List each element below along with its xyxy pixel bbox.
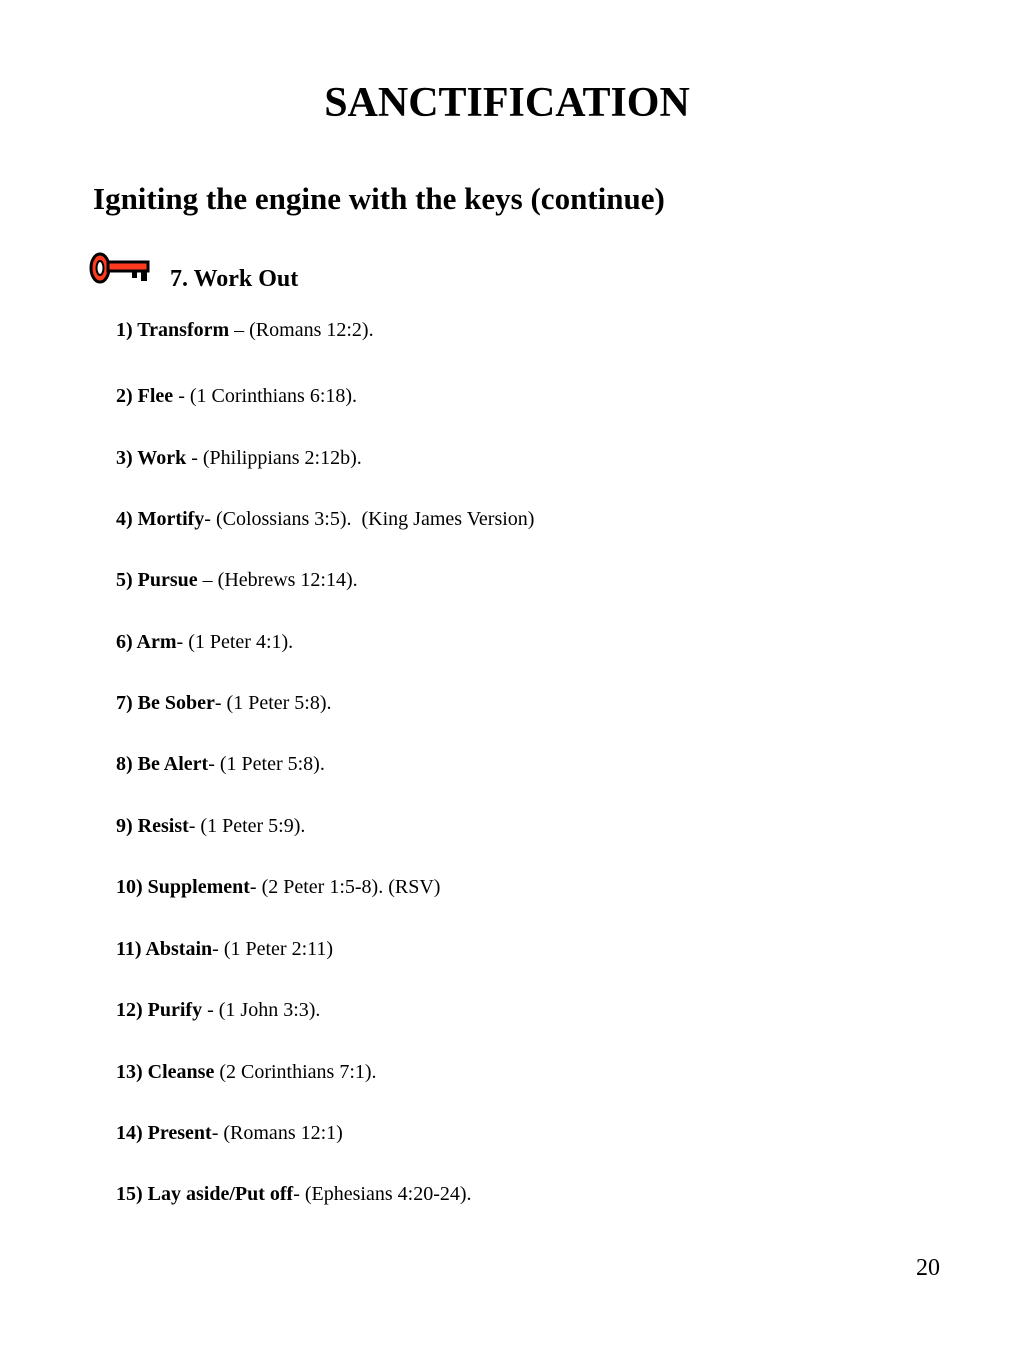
item-reference: - (1 Peter 5:8). [214,692,332,714]
item-label: 6) Arm [116,631,177,653]
item-label: 14) Present [116,1122,212,1144]
item-label: 7) Be Sober [116,692,215,714]
list-item [116,937,333,961]
item-label: 12) Purify [116,999,203,1021]
item-reference: - (Ephesians 4:20-24). [293,1183,472,1205]
item-label: 3) Work [116,447,187,469]
item-reference: - (1 Peter 4:1). [176,631,294,653]
list-item [116,1060,377,1084]
key-icon [88,250,152,286]
section-heading: 7. Work Out [170,266,299,292]
list-item [116,446,362,470]
list-item [116,691,332,715]
list-item [116,568,358,592]
item-reference: - (Romans 12:1) [211,1122,343,1144]
item-reference: - (1 Peter 5:8). [208,753,325,775]
item-reference: – (Romans 12:2). [229,319,374,341]
item-label: 9) Resist [116,815,189,837]
list-item [116,998,320,1022]
item-label: 10) Supplement [116,876,250,898]
item-reference: - (1 Corinthians 6:18). [173,385,358,407]
section-subtitle: Igniting the engine with the keys (continue) [93,181,665,216]
item-reference: - (Colossians 3:5). (King James Version) [204,508,535,530]
item-reference: (2 Corinthians 7:1). [214,1061,377,1083]
list-item [116,875,440,899]
list-item [116,1121,343,1145]
list-item [116,814,305,838]
item-label: 4) Mortify [116,508,205,530]
item-reference: - (2 Peter 1:5-8). (RSV) [249,876,441,898]
page-title: SANCTIFICATION [324,80,690,126]
item-label: 13) Cleanse [116,1061,215,1083]
item-label: 11) Abstain [116,938,213,960]
item-reference: – (Hebrews 12:14). [197,569,358,591]
item-label: 1) Transform [116,319,230,341]
item-label: 2) Flee [116,385,174,407]
list-item [116,630,293,654]
item-reference: - (1 John 3:3). [202,999,321,1021]
item-reference: - (1 Peter 2:11) [212,938,334,960]
list-item [116,752,325,776]
item-label: 15) Lay aside/Put off [116,1183,294,1205]
list-item [116,1182,472,1206]
list-item [116,384,357,408]
list-item [116,318,374,342]
item-label: 5) Pursue [116,569,198,591]
item-reference: - (Philippians 2:12b). [186,447,362,469]
list-item [116,507,534,531]
item-reference: - (1 Peter 5:9). [188,815,306,837]
page-number: 20 [916,1255,940,1281]
item-label: 8) Be Alert [116,753,209,775]
